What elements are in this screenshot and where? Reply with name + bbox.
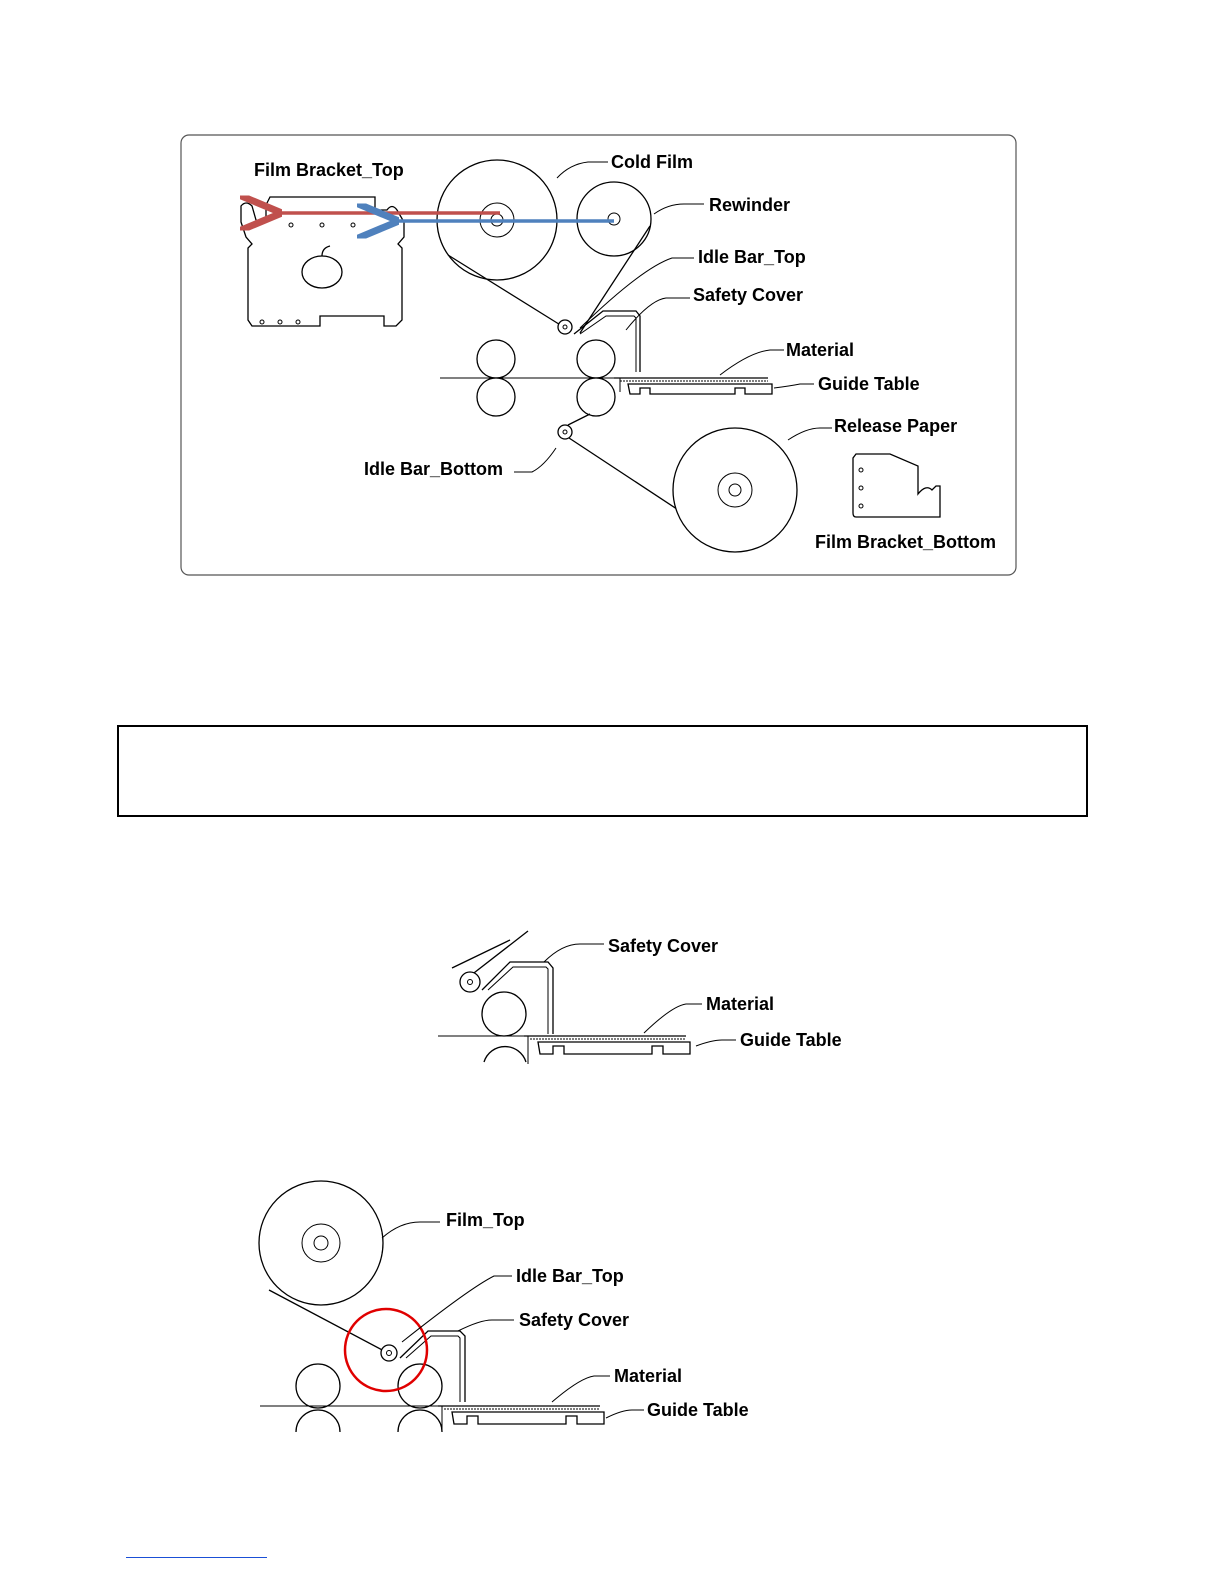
empty-info-box: [117, 725, 1088, 817]
label-idle-bar-top: Idle Bar_Top: [698, 247, 806, 267]
label-safety-cover: Safety Cover: [519, 1310, 630, 1330]
label-film-bracket-top: Film Bracket_Top: [254, 160, 404, 180]
label-idle-bar-top: Idle Bar_Top: [516, 1266, 624, 1286]
label-guide-table: Guide Table: [647, 1400, 749, 1420]
label-film-top: Film_Top: [446, 1210, 525, 1230]
film-top-roll: [259, 1181, 383, 1305]
idle-bar-top-roller: [460, 972, 480, 992]
diagram-2-safety-cover-detail: [438, 931, 842, 1064]
label-material: Material: [706, 994, 775, 1014]
film-bracket-bottom-plate: [853, 454, 940, 517]
apple-logo-icon: [302, 246, 342, 288]
label-cold-film: Cold Film: [611, 152, 693, 172]
footer-link-underline[interactable]: [126, 1557, 267, 1558]
idle-bar-top-roller: [381, 1345, 397, 1361]
label-guide-table: Guide Table: [818, 374, 920, 394]
rewinder-roll: [577, 182, 651, 256]
diagram-3-film-top-threading: [259, 1181, 749, 1432]
label-safety-cover: Safety Cover: [693, 285, 804, 305]
guide-table: [614, 378, 772, 394]
label-material: Material: [786, 340, 855, 360]
diagram-1-film-path: [181, 135, 1016, 575]
film-bracket-top-plate: [241, 197, 404, 326]
label-release-paper: Release Paper: [834, 416, 958, 436]
label-film-bracket-bottom: Film Bracket_Bottom: [815, 532, 997, 552]
label-safety-cover: Safety Cover: [608, 936, 719, 956]
release-paper-roll: [673, 428, 797, 552]
idle-bar-bottom-roller: [558, 425, 572, 439]
idle-bar-top-roller: [558, 320, 572, 334]
guide-table: [524, 1036, 690, 1064]
guide-table: [438, 1406, 604, 1432]
label-rewinder: Rewinder: [709, 195, 791, 215]
label-guide-table: Guide Table: [740, 1030, 842, 1050]
label-material: Material: [614, 1366, 683, 1386]
label-idle-bar-bottom: Idle Bar_Bottom: [364, 459, 504, 479]
